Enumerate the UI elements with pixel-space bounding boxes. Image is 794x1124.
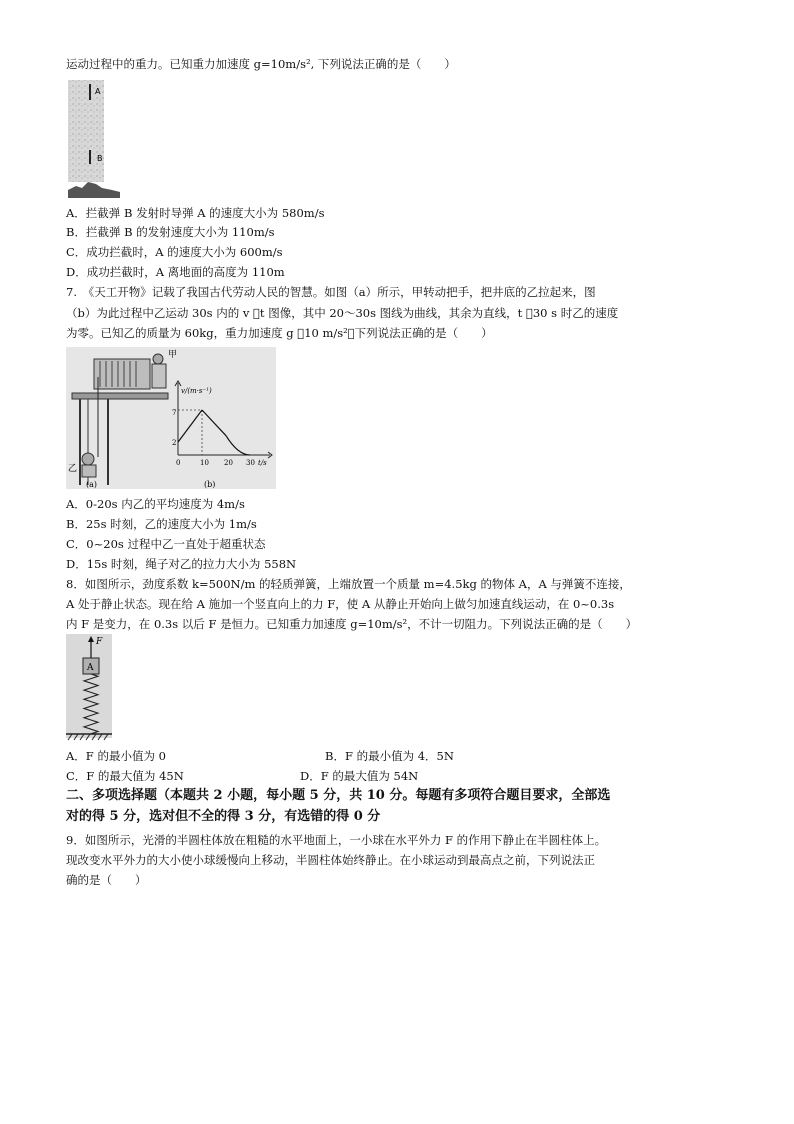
vt-graph: [166, 347, 276, 489]
xtick-10: 10: [200, 459, 209, 467]
xtick-30: 30: [246, 459, 255, 467]
x-axis-label: t/s: [258, 459, 267, 467]
q7-option-b: B．25s 时刻，乙的速度大小为 1m/s: [66, 517, 257, 531]
q8-stem-line3: 内 F 是变力，在 0.3s 以后 F 是恒力。已知重力加速度 g=10m/s²，不计一切阻力。下列说法正确的是（ ）: [66, 617, 638, 631]
xtick-20: 20: [224, 459, 233, 467]
q7-option-d: D．15s 时刻，绳子对乙的拉力大小为 558N: [66, 557, 297, 571]
q7-stem-line2: （b）为此过程中乙运动 30s 内的 v ⃞t 图像，其中 20～30s 图线为曲线，其余为直线，t ⃞30 s 时乙的速度: [66, 306, 619, 320]
question-6-stem-end: 运动过程中的重力。已知重力加速度 g=10m/s², 下列说法正确的是（ ）: [66, 57, 456, 71]
q7-option-c: C．0~20s 过程中乙一直处于超重状态: [66, 537, 266, 551]
spring-figure: [66, 634, 114, 742]
q8-stem-line1: 8．如图所示，劲度系数 k=500N/m 的轻质弹簧，上端放置一个质量 m=4.5kg 的物体 A，A 与弹簧不连接，: [66, 577, 631, 591]
ytick-7: 7: [172, 409, 177, 417]
spring-figure-bg: [66, 634, 112, 738]
well-and-graph-figure: [66, 347, 276, 489]
q7-stem-line3: 为零。已知乙的质量为 60kg，重力加速度 g ⃞10 m/s²，下列说法正确的是（ ）: [66, 326, 493, 340]
q6-option-a: A．拦截弹 B 发射时导弹 A 的速度大小为 580m/s: [66, 206, 325, 220]
q6-option-d: D．成功拦截时，A 离地面的高度为 110m: [66, 265, 285, 279]
q9-stem-line3: 确的是（ ）: [66, 873, 147, 887]
label-yi: 乙: [68, 464, 78, 474]
label-f: F: [96, 637, 103, 647]
ytick-2: 2: [172, 439, 177, 447]
q8-option-a: A．F 的最小值为 0: [66, 749, 166, 763]
q8-option-d: D．F 的最大值为 54N: [300, 769, 419, 783]
label-block-a: A: [87, 663, 94, 673]
ground-launcher: [68, 182, 120, 198]
missile-figure: [66, 78, 122, 200]
q9-stem-line2: 现改变水平外力的大小使小球缓慢向上移动，半圆柱体始终静止。在小球运动到最高点之前，下列说法正: [66, 853, 595, 867]
xtick-0: 0: [176, 459, 181, 467]
series-segment-10-20: [202, 410, 226, 436]
label-a: A: [95, 87, 101, 96]
q7-stem-line1: 7. 《天工开物》记载了我国古代劳动人民的智慧。如图（a）所示，甲转动把手，把井底的乙拉起来，图: [66, 285, 596, 299]
section-2-heading-line2: 对的得 5 分，选对但不全的得 3 分，有选错的得 0 分: [66, 809, 381, 824]
q6-option-b: B．拦截弹 B 的发射速度大小为 110m/s: [66, 225, 275, 239]
q8-stem-line2: A 处于静止状态。现在给 A 施加一个竖直向上的力 F，使 A 从静止开始向上做匀加速直线运动，在 0~0.3s: [66, 597, 615, 611]
q7-option-a: A．0-20s 内乙的平均速度为 4m/s: [66, 497, 245, 511]
series-curve-20-30: [226, 436, 250, 455]
q9-stem-line1: 9．如图所示，光滑的半圆柱体放在粗糙的水平地面上，一小球在水平外力 F 的作用下静止在半圆柱体上。: [66, 833, 607, 847]
q8-option-b: B．F 的最小值为 4．5N: [325, 749, 454, 763]
caption-b: (b): [204, 480, 216, 489]
y-axis-label: v/(m·s⁻¹): [181, 387, 212, 395]
series-segment-0-10: [178, 410, 202, 442]
label-jia: 甲: [168, 350, 178, 360]
label-b: B: [97, 154, 103, 163]
section-2-heading-line1: 二、多项选择题（本题共 2 小题，每小题 5 分，共 10 分。每题有多项符合题目要求，全部选: [66, 788, 611, 803]
q8-option-c: C．F 的最大值为 45N: [66, 769, 184, 783]
caption-a: (a): [86, 480, 98, 489]
q6-option-c: C．成功拦截时，A 的速度大小为 600m/s: [66, 245, 283, 259]
